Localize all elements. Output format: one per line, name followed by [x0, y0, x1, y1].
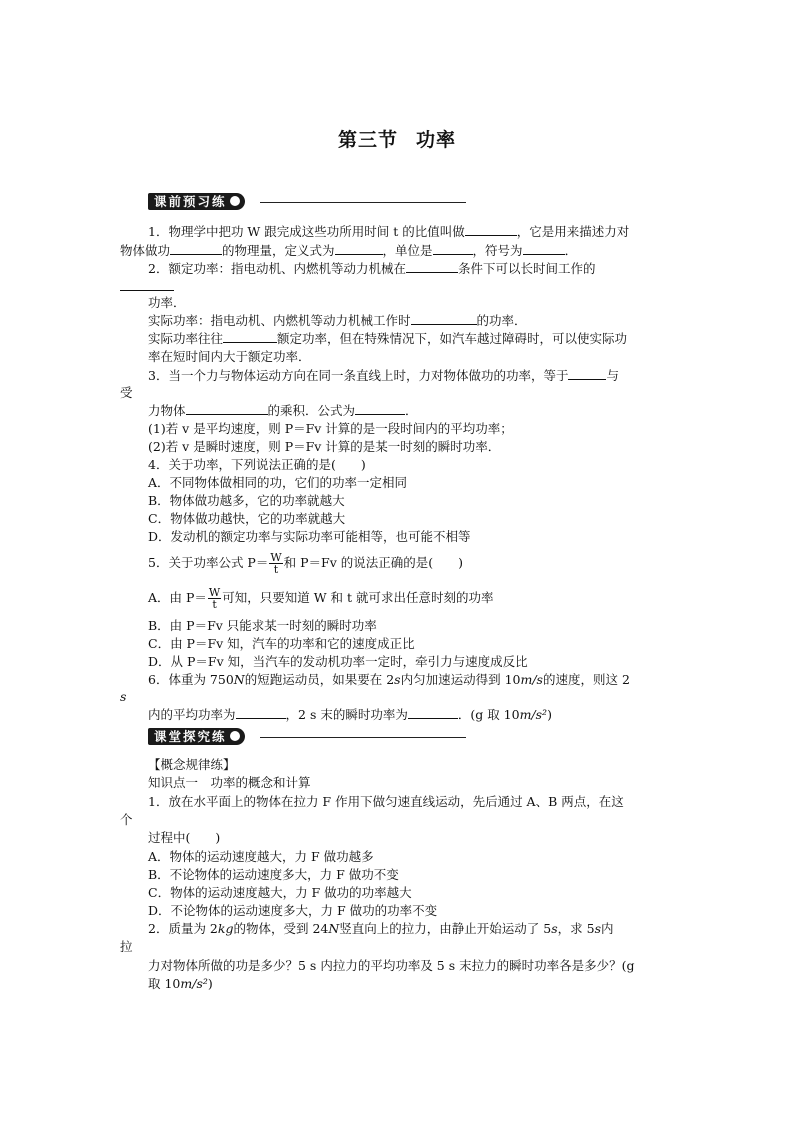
q5-option-d: D．从 P＝Fv 知，当汽车的发动机功率一定时，牵引力与速度成反比	[148, 654, 528, 669]
page-title	[0, 125, 794, 152]
c2-line1: 2．质量为 2kg的物体，受到 24N竖直向上的拉力，由静止开始运动了 5s，求 5s内	[148, 921, 614, 936]
q4-option-a: A．不同物体做相同的功，它们的功率一定相同	[148, 475, 408, 490]
q4-option-c: C．物体做功越快，它的功率就越大	[148, 511, 346, 526]
section-rule	[260, 737, 466, 738]
answer-blank	[186, 402, 268, 415]
c1-option-a: A．物体的运动速度越大，力 F 做功越多	[148, 849, 374, 864]
c2-line2: 拉	[120, 939, 133, 954]
q2-line3: 实际功率：指电动机、内燃机等动力机械工作时 的功率．	[148, 313, 527, 328]
answer-blank	[408, 706, 458, 719]
q2-line1: 2．额定功率：指电动机、内燃机等动力机械在 条件下可以长时间工作的	[148, 261, 596, 276]
q5-option-a: A．由 P＝ $\frac{W}{t}$ 可知，只要知道 W 和 t 就可求出任意时刻的功率	[148, 586, 494, 611]
c1-line3: 过程中( )	[148, 830, 221, 845]
q5-stem: 5．关于功率公式 P＝ $\frac{W}{t}$ 和 P＝Fv 的说法正确的是( )	[148, 551, 464, 576]
c2-line3: 力对物体所做的功是多少？5 s 内拉力的平均功率及 5 s 末拉力的瞬时功率各是多少？(g	[148, 958, 635, 973]
q3-line1: 3．当一个力与物体运动方向在同一条直线上时，力对物体做功的功率，等于 与	[148, 368, 619, 383]
fraction-w-over-t: $\frac{W}{t}$	[270, 551, 282, 576]
q1-line1: 1．物理学中把功 W 跟完成这些功所用时间 t 的比值叫做 ，它是用来描述力对	[148, 224, 630, 239]
c1-option-d: D．不论物体的运动速度多大，力 F 做功的功率不变	[148, 903, 438, 918]
c1-line1: 1．放在水平面上的物体在拉力 F 作用下做匀速直线运动，先后通过 A、B 两点，在这	[148, 794, 624, 809]
answer-blank	[411, 312, 477, 325]
knowledge-point-1: 知识点一 功率的概念和计算	[148, 775, 311, 790]
q3-line3: 力物体 的乘积．公式为 ．	[148, 403, 418, 418]
q3-note2: (2)若 v 是瞬时速度，则 P＝Fv 计算的是某一时刻的瞬时功率．	[148, 439, 501, 454]
section-header-class	[148, 728, 466, 746]
section-header-preview	[148, 193, 466, 211]
answer-blank	[223, 330, 277, 343]
answer-blank	[433, 242, 473, 255]
q4-option-d: D．发动机的额定功率与实际功率可能相等，也可能不相等	[148, 529, 471, 544]
section-label: 课前预习练	[154, 194, 227, 209]
q2-blank-line	[120, 278, 174, 295]
answer-blank	[120, 278, 174, 291]
c1-line2: 个	[120, 812, 133, 827]
q3-line2: 受	[120, 385, 133, 400]
q2-line4: 实际功率往往 额定功率，但在特殊情况下，如汽车越过障碍时，可以使实际功	[148, 331, 628, 346]
q5-option-b: B．由 P＝Fv 只能求某一时刻的瞬时功率	[148, 618, 377, 633]
q2-line5: 率在短时间内大于额定功率．	[148, 349, 311, 364]
answer-blank	[170, 242, 222, 255]
fraction-w-over-t: $\frac{W}{t}$	[208, 586, 221, 611]
q3-note1: (1)若 v 是平均速度，则 P＝Fv 计算的是一段时间内的平均功率；	[148, 421, 513, 436]
answer-blank	[465, 223, 517, 236]
c1-option-b: B．不论物体的运动速度多大，力 F 做功不变	[148, 867, 399, 882]
answer-blank	[406, 260, 458, 273]
q6-line3: 内的平均功率为 ，2 s 末的瞬时功率为 ．(g 取 10m/s²)	[148, 707, 552, 722]
title-main: 第三节	[337, 129, 398, 151]
bullet-dot-icon	[230, 731, 240, 741]
c2-line4: 取 10m/s²)	[148, 976, 213, 991]
title-sub: 功率	[416, 129, 457, 151]
q4-option-b: B．物体做功越多，它的功率就越大	[148, 493, 345, 508]
q4-stem: 4．关于功率，下列说法正确的是( )	[148, 457, 366, 472]
answer-blank	[236, 706, 286, 719]
answer-blank	[523, 242, 565, 255]
bullet-dot-icon	[230, 196, 240, 206]
concept-heading: 【概念规律练】	[148, 757, 236, 772]
section-rule	[260, 202, 466, 203]
answer-blank	[335, 242, 383, 255]
q1-line2: 物体做功 的物理量，定义式为 ，单位是 ，符号为 ．	[120, 243, 578, 258]
c1-option-c: C．物体的运动速度越大，力 F 做功的功率越大	[148, 885, 412, 900]
q6-line1: 6．体重为 750N的短跑运动员，如果要在 2s内匀加速运动得到 10m/s的速度，则这 2	[148, 672, 630, 687]
answer-blank	[568, 367, 606, 380]
section-badge	[148, 193, 245, 210]
answer-blank	[355, 402, 405, 415]
section-label: 课堂探究练	[154, 729, 227, 744]
section-badge	[148, 728, 245, 745]
q6-line2: s	[120, 689, 127, 704]
q5-option-c: C．由 P＝Fv 知，汽车的功率和它的速度成正比	[148, 636, 415, 651]
q2-line2: 功率．	[148, 295, 186, 310]
